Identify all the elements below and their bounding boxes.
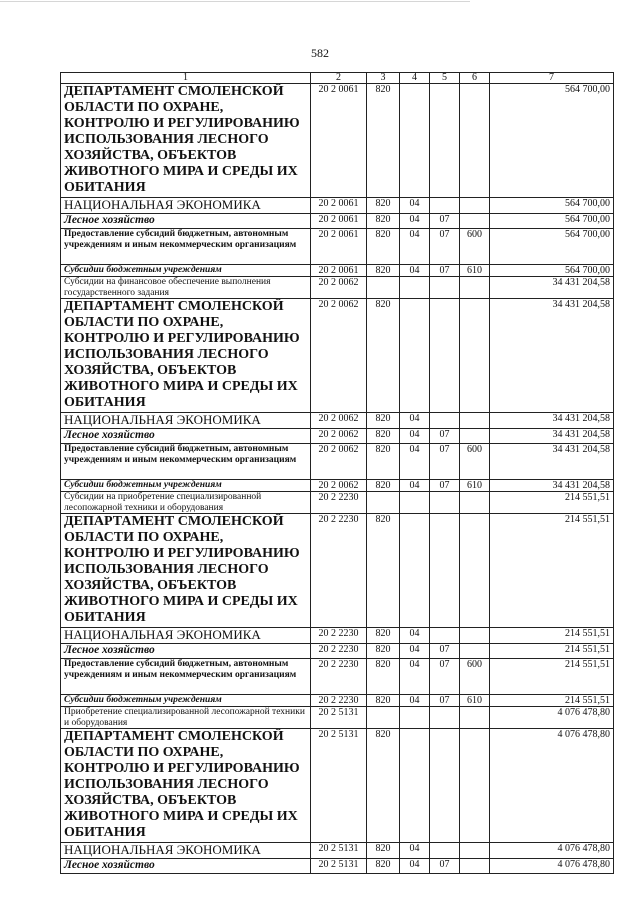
grbs-code: 820 bbox=[367, 644, 400, 659]
table-row-forest bbox=[61, 859, 614, 874]
section-code bbox=[400, 514, 430, 628]
subsection-code bbox=[430, 299, 460, 413]
grbs-code: 820 bbox=[367, 198, 400, 214]
table-row-forest bbox=[61, 214, 614, 229]
amount: 4 076 478,80 bbox=[490, 707, 614, 729]
grbs-code: 820 bbox=[367, 628, 400, 644]
expense-type-code bbox=[460, 843, 490, 859]
section-code: 04 bbox=[400, 628, 430, 644]
subsection-code: 07 bbox=[430, 644, 460, 659]
grbs-code: 820 bbox=[367, 265, 400, 277]
subsection-code: 07 bbox=[430, 265, 460, 277]
amount: 564 700,00 bbox=[490, 84, 614, 198]
expense-type-code bbox=[460, 277, 490, 299]
section-code: 04 bbox=[400, 198, 430, 214]
table-row-forest bbox=[61, 644, 614, 659]
table-row-budget bbox=[61, 265, 614, 277]
row-name: ДЕПАРТАМЕНТ СМОЛЕНСКОЙ ОБЛАСТИ ПО ОХРАНЕ, КОНТРОЛЮ И РЕГУЛИРОВАНИЮ ИСПОЛЬЗОВАНИЯ ЛЕСНОГО ХОЗЯЙСТВА, ОБЪЕКТОВ ЖИВОТНОГО МИРА И СРЕДЫ ИХ ОБИТАНИЯ bbox=[61, 514, 311, 628]
row-name: Субсидии бюджетным учреждениям bbox=[61, 480, 311, 492]
expense-type-code: 610 bbox=[460, 265, 490, 277]
expense-type-code: 600 bbox=[460, 229, 490, 265]
subsection-code bbox=[430, 492, 460, 514]
amount: 34 431 204,58 bbox=[490, 480, 614, 492]
row-name: Лесное хозяйство bbox=[61, 859, 311, 874]
target-code: 20 2 0062 bbox=[311, 413, 367, 429]
amount: 34 431 204,58 bbox=[490, 277, 614, 299]
grbs-code: 820 bbox=[367, 480, 400, 492]
target-code: 20 2 2230 bbox=[311, 695, 367, 707]
amount: 564 700,00 bbox=[490, 198, 614, 214]
row-name: Предоставление субсидий бюджетным, автономным учреждениям и иным некоммерческим организациям bbox=[61, 659, 311, 695]
amount: 214 551,51 bbox=[490, 695, 614, 707]
expense-type-code bbox=[460, 644, 490, 659]
grbs-code: 820 bbox=[367, 84, 400, 198]
table-row-dept bbox=[61, 84, 614, 198]
table-row-econ bbox=[61, 628, 614, 644]
grbs-code: 820 bbox=[367, 214, 400, 229]
target-code: 20 2 0061 bbox=[311, 84, 367, 198]
table-row-forest bbox=[61, 429, 614, 444]
grbs-code bbox=[367, 277, 400, 299]
subsection-code bbox=[430, 729, 460, 843]
expense-type-code bbox=[460, 859, 490, 874]
target-code: 20 2 2230 bbox=[311, 628, 367, 644]
section-code: 04 bbox=[400, 214, 430, 229]
row-name: Субсидии на финансовое обеспечение выполнения государственного задания bbox=[61, 277, 311, 299]
section-code bbox=[400, 492, 430, 514]
row-name: НАЦИОНАЛЬНАЯ ЭКОНОМИКА bbox=[61, 843, 311, 859]
section-code: 04 bbox=[400, 644, 430, 659]
row-name: Субсидии бюджетным учреждениям bbox=[61, 695, 311, 707]
amount: 214 551,51 bbox=[490, 628, 614, 644]
target-code: 20 2 2230 bbox=[311, 644, 367, 659]
subsection-code: 07 bbox=[430, 480, 460, 492]
expense-type-code bbox=[460, 84, 490, 198]
table-row-budget bbox=[61, 695, 614, 707]
target-code: 20 2 0062 bbox=[311, 429, 367, 444]
amount: 4 076 478,80 bbox=[490, 729, 614, 843]
subsection-code bbox=[430, 198, 460, 214]
target-code: 20 2 2230 bbox=[311, 492, 367, 514]
grbs-code: 820 bbox=[367, 695, 400, 707]
table-header-row bbox=[61, 73, 614, 84]
expense-type-code bbox=[460, 429, 490, 444]
table-row-grants bbox=[61, 229, 614, 265]
row-name: ДЕПАРТАМЕНТ СМОЛЕНСКОЙ ОБЛАСТИ ПО ОХРАНЕ, КОНТРОЛЮ И РЕГУЛИРОВАНИЮ ИСПОЛЬЗОВАНИЯ ЛЕСНОГО ХОЗЯЙСТВА, ОБЪЕКТОВ ЖИВОТНОГО МИРА И СРЕДЫ ИХ ОБИТАНИЯ bbox=[61, 84, 311, 198]
expense-type-code: 600 bbox=[460, 659, 490, 695]
page-number: 582 bbox=[311, 46, 329, 60]
row-name: Предоставление субсидий бюджетным, автономным учреждениям и иным некоммерческим организациям bbox=[61, 444, 311, 480]
expense-type-code bbox=[460, 299, 490, 413]
table-row-econ bbox=[61, 198, 614, 214]
table-row-purpose bbox=[61, 277, 614, 299]
section-code bbox=[400, 729, 430, 843]
section-code bbox=[400, 84, 430, 198]
row-name: Лесное хозяйство bbox=[61, 644, 311, 659]
amount: 564 700,00 bbox=[490, 214, 614, 229]
amount: 564 700,00 bbox=[490, 229, 614, 265]
subsection-code bbox=[430, 628, 460, 644]
row-name: Лесное хозяйство bbox=[61, 429, 311, 444]
section-code bbox=[400, 277, 430, 299]
grbs-code: 820 bbox=[367, 229, 400, 265]
expense-type-code bbox=[460, 198, 490, 214]
expense-type-code: 600 bbox=[460, 444, 490, 480]
section-code: 04 bbox=[400, 444, 430, 480]
grbs-code: 820 bbox=[367, 859, 400, 874]
header-cell: 3 bbox=[367, 73, 400, 84]
expense-type-code: 610 bbox=[460, 695, 490, 707]
row-name: НАЦИОНАЛЬНАЯ ЭКОНОМИКА bbox=[61, 628, 311, 644]
header-cell: 4 bbox=[400, 73, 430, 84]
row-name: ДЕПАРТАМЕНТ СМОЛЕНСКОЙ ОБЛАСТИ ПО ОХРАНЕ, КОНТРОЛЮ И РЕГУЛИРОВАНИЮ ИСПОЛЬЗОВАНИЯ ЛЕСНОГО ХОЗЯЙСТВА, ОБЪЕКТОВ ЖИВОТНОГО МИРА И СРЕДЫ ИХ ОБИТАНИЯ bbox=[61, 729, 311, 843]
amount: 214 551,51 bbox=[490, 514, 614, 628]
section-code bbox=[400, 299, 430, 413]
amount: 4 076 478,80 bbox=[490, 843, 614, 859]
row-name: Приобретение специализированной лесопожарной техники и оборудования bbox=[61, 707, 311, 729]
target-code: 20 2 2230 bbox=[311, 659, 367, 695]
grbs-code bbox=[367, 707, 400, 729]
amount: 4 076 478,80 bbox=[490, 859, 614, 874]
table-row-purpose bbox=[61, 492, 614, 514]
expense-type-code bbox=[460, 514, 490, 628]
scan-top-line bbox=[0, 1, 470, 2]
expense-type-code: 610 bbox=[460, 480, 490, 492]
subsection-code: 07 bbox=[430, 229, 460, 265]
expense-type-code bbox=[460, 628, 490, 644]
section-code: 04 bbox=[400, 859, 430, 874]
amount: 34 431 204,58 bbox=[490, 299, 614, 413]
section-code: 04 bbox=[400, 659, 430, 695]
subsection-code: 07 bbox=[430, 429, 460, 444]
target-code: 20 2 5131 bbox=[311, 729, 367, 843]
header-cell: 5 bbox=[430, 73, 460, 84]
table-row-dept bbox=[61, 514, 614, 628]
grbs-code: 820 bbox=[367, 514, 400, 628]
subsection-code bbox=[430, 707, 460, 729]
table-row-grants bbox=[61, 444, 614, 480]
target-code: 20 2 0061 bbox=[311, 214, 367, 229]
subsection-code: 07 bbox=[430, 695, 460, 707]
expense-type-code bbox=[460, 413, 490, 429]
expense-type-code bbox=[460, 729, 490, 843]
header-cell: 1 bbox=[61, 73, 311, 84]
target-code: 20 2 0062 bbox=[311, 277, 367, 299]
subsection-code: 07 bbox=[430, 859, 460, 874]
target-code: 20 2 0061 bbox=[311, 198, 367, 214]
subsection-code bbox=[430, 514, 460, 628]
row-name: НАЦИОНАЛЬНАЯ ЭКОНОМИКА bbox=[61, 198, 311, 214]
section-code: 04 bbox=[400, 843, 430, 859]
grbs-code: 820 bbox=[367, 729, 400, 843]
section-code: 04 bbox=[400, 480, 430, 492]
subsection-code: 07 bbox=[430, 659, 460, 695]
target-code: 20 2 0061 bbox=[311, 229, 367, 265]
section-code: 04 bbox=[400, 265, 430, 277]
row-name: Предоставление субсидий бюджетным, автономным учреждениям и иным некоммерческим организациям bbox=[61, 229, 311, 265]
amount: 214 551,51 bbox=[490, 644, 614, 659]
amount: 34 431 204,58 bbox=[490, 444, 614, 480]
subsection-code: 07 bbox=[430, 444, 460, 480]
grbs-code: 820 bbox=[367, 299, 400, 413]
row-name: Субсидии бюджетным учреждениям bbox=[61, 265, 311, 277]
target-code: 20 2 5131 bbox=[311, 707, 367, 729]
table-row-budget bbox=[61, 480, 614, 492]
grbs-code: 820 bbox=[367, 429, 400, 444]
amount: 34 431 204,58 bbox=[490, 429, 614, 444]
expense-type-code bbox=[460, 492, 490, 514]
section-code: 04 bbox=[400, 429, 430, 444]
target-code: 20 2 2230 bbox=[311, 514, 367, 628]
target-code: 20 2 0062 bbox=[311, 299, 367, 413]
grbs-code: 820 bbox=[367, 843, 400, 859]
grbs-code: 820 bbox=[367, 444, 400, 480]
row-name: ДЕПАРТАМЕНТ СМОЛЕНСКОЙ ОБЛАСТИ ПО ОХРАНЕ, КОНТРОЛЮ И РЕГУЛИРОВАНИЮ ИСПОЛЬЗОВАНИЯ ЛЕСНОГО ХОЗЯЙСТВА, ОБЪЕКТОВ ЖИВОТНОГО МИРА И СРЕДЫ ИХ ОБИТАНИЯ bbox=[61, 299, 311, 413]
target-code: 20 2 0062 bbox=[311, 444, 367, 480]
target-code: 20 2 5131 bbox=[311, 859, 367, 874]
expense-type-code bbox=[460, 707, 490, 729]
amount: 214 551,51 bbox=[490, 659, 614, 695]
target-code: 20 2 5131 bbox=[311, 843, 367, 859]
table-row-dept bbox=[61, 299, 614, 413]
budget-table bbox=[60, 72, 614, 874]
subsection-code bbox=[430, 84, 460, 198]
table-row-purpose bbox=[61, 707, 614, 729]
subsection-code bbox=[430, 277, 460, 299]
subsection-code: 07 bbox=[430, 214, 460, 229]
subsection-code bbox=[430, 843, 460, 859]
amount: 34 431 204,58 bbox=[490, 413, 614, 429]
subsection-code bbox=[430, 413, 460, 429]
table-row-dept bbox=[61, 729, 614, 843]
row-name: Субсидии на приобретение специализированной лесопожарной техники и оборудования bbox=[61, 492, 311, 514]
row-name: Лесное хозяйство bbox=[61, 214, 311, 229]
section-code: 04 bbox=[400, 413, 430, 429]
section-code bbox=[400, 707, 430, 729]
table-row-grants bbox=[61, 659, 614, 695]
grbs-code: 820 bbox=[367, 659, 400, 695]
header-cell: 6 bbox=[460, 73, 490, 84]
amount: 214 551,51 bbox=[490, 492, 614, 514]
section-code: 04 bbox=[400, 695, 430, 707]
target-code: 20 2 0062 bbox=[311, 480, 367, 492]
header-cell: 2 bbox=[311, 73, 367, 84]
amount: 564 700,00 bbox=[490, 265, 614, 277]
section-code: 04 bbox=[400, 229, 430, 265]
table-row-econ bbox=[61, 843, 614, 859]
header-cell: 7 bbox=[490, 73, 614, 84]
expense-type-code bbox=[460, 214, 490, 229]
grbs-code bbox=[367, 492, 400, 514]
grbs-code: 820 bbox=[367, 413, 400, 429]
target-code: 20 2 0061 bbox=[311, 265, 367, 277]
row-name: НАЦИОНАЛЬНАЯ ЭКОНОМИКА bbox=[61, 413, 311, 429]
table-row-econ bbox=[61, 413, 614, 429]
